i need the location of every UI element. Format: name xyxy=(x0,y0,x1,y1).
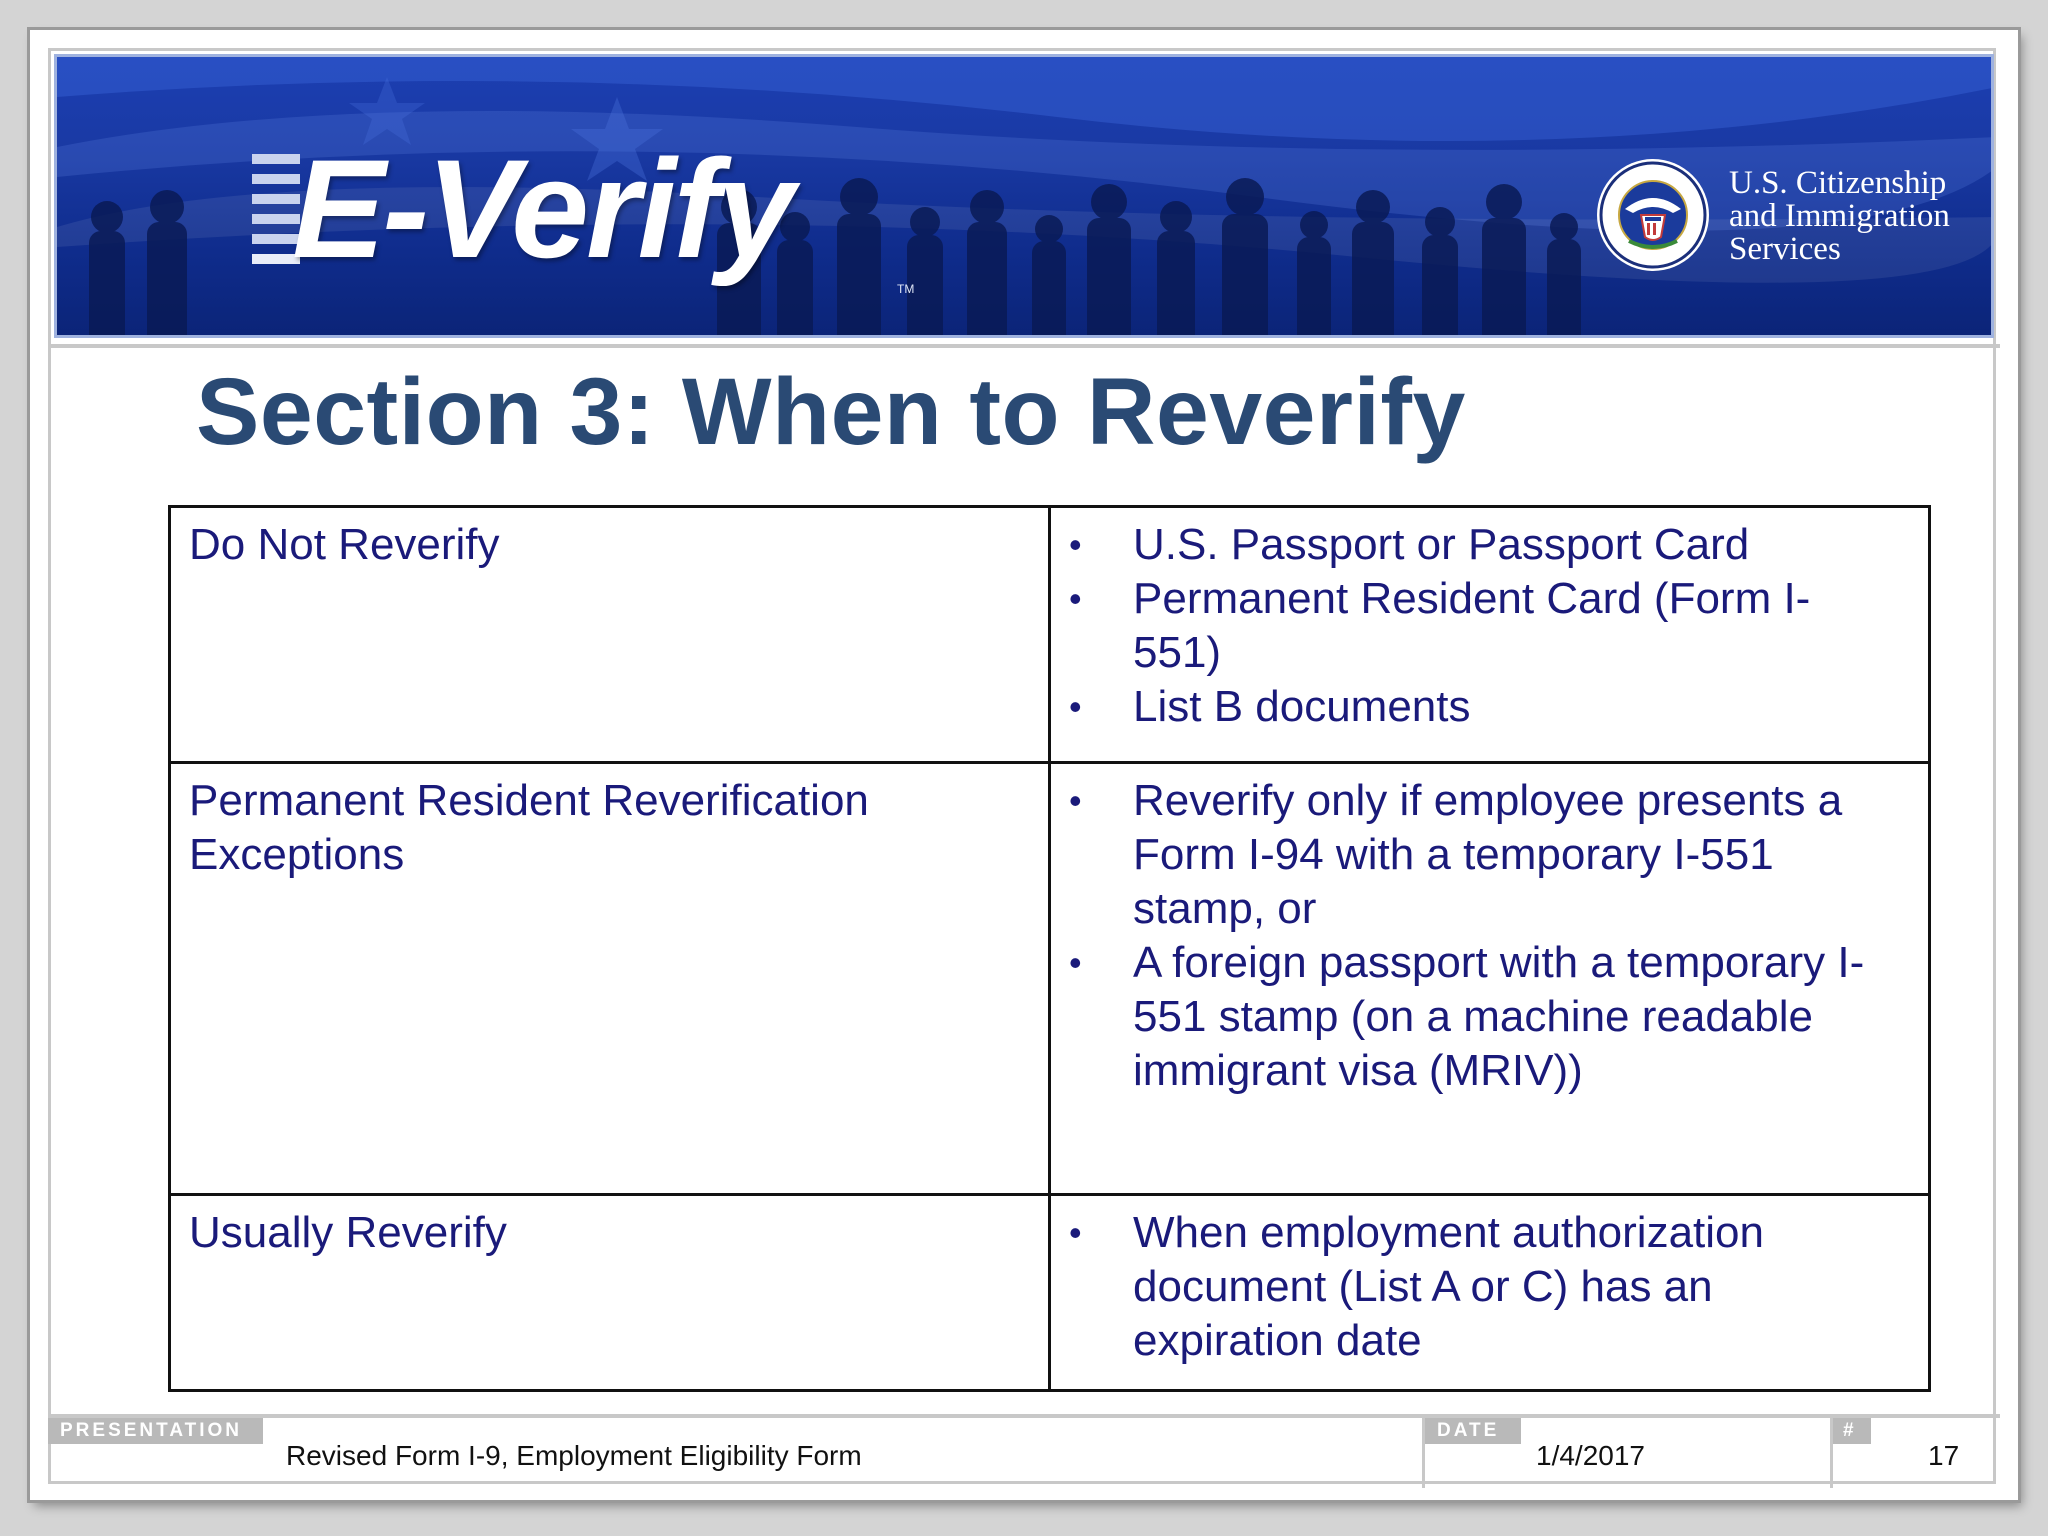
slide xyxy=(30,30,2018,1500)
presentation-value: Revised Form I-9, Employment Eligibility Form xyxy=(286,1440,862,1471)
table-row xyxy=(170,763,1930,1195)
logo-text: E-Verify xyxy=(292,130,792,287)
slide-title: Section 3: When to Reverify xyxy=(196,359,1466,465)
list-item: • U.S. Passport or Passport Card xyxy=(1051,518,1928,572)
list-item: • A foreign passport with a temporary I-551 stamp (on a machine readable immigrant visa (MRIV)) xyxy=(1051,936,1928,1098)
dhs-seal-icon xyxy=(1595,157,1711,273)
agency-line-2: and Immigration xyxy=(1729,198,1950,234)
slide-number: 17 xyxy=(1928,1440,1960,1471)
table-row xyxy=(170,1195,1930,1391)
slide-footer xyxy=(48,1414,2000,1484)
logo-trademark: TM xyxy=(897,282,915,296)
date-value: 1/4/2017 xyxy=(1536,1440,1645,1471)
agency-line-3: Services xyxy=(1729,231,1841,267)
header-divider xyxy=(48,344,2000,348)
list-item: • List B documents xyxy=(1051,680,1928,734)
reverify-table xyxy=(168,505,1931,1392)
row-label: Do Not Reverify xyxy=(170,507,1050,763)
list-item: • Permanent Resident Card (Form I-551) xyxy=(1051,572,1928,680)
list-item: • Reverify only if employee presents a Form I-94 with a temporary I-551 stamp, or xyxy=(1051,774,1928,936)
agency-line-1: U.S. Citizenship xyxy=(1729,165,1947,201)
row-label: Permanent Resident Reverification Exceptions xyxy=(170,763,1050,1195)
number-tag: # xyxy=(1833,1418,1871,1444)
date-tag: DATE xyxy=(1425,1418,1521,1444)
row-bullets xyxy=(1050,763,1930,1195)
list-item: • When employment authorization document (List A or C) has an expiration date xyxy=(1051,1206,1928,1368)
row-bullets xyxy=(1050,1195,1930,1391)
row-bullets xyxy=(1050,507,1930,763)
table-row xyxy=(170,507,1930,763)
agency-name xyxy=(1729,167,1989,266)
header-banner xyxy=(54,54,1994,338)
row-label: Usually Reverify xyxy=(170,1195,1050,1391)
presentation-tag: PRESENTATION xyxy=(48,1418,263,1444)
